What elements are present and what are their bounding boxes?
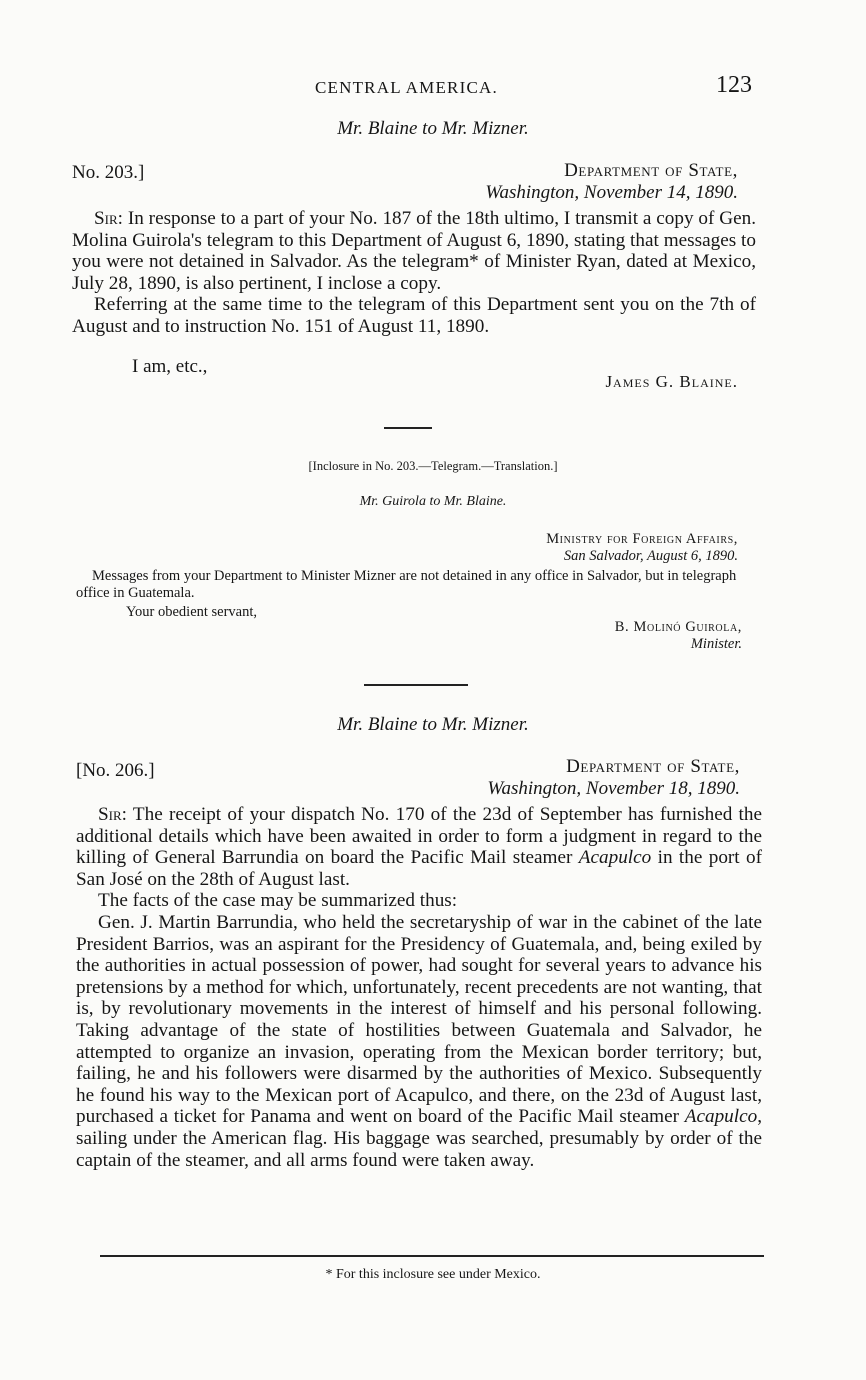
running-title: CENTRAL AMERICA. bbox=[315, 78, 498, 97]
letter2-paragraph-3-text-a: Gen. J. Martin Barrundia, who held the secretaryship of war in the cabinet of the late President Barrios, was an aspirant for the Presidency of Guatemala, and, being exiled by the authorities in actual possession of power, had sought for several years to advance his pretensions by a method for which, unfortunately, recent precedents are not wanting, that is, by revolutionary movements in the interest of himself and his personal following. Taking advantage of the state of hostilities between Guatemala and Salvador, he attempted to organize an invasion, operating from the Mexican border territory; but, failing, he and his followers were disarmed by the authorities of Mexico. Subsequently he found his way to the Mexican port of Acapulco, and there, on the 23d of August last, purchased a ticket for Panama and went on board of the Pacific Mail steamer bbox=[76, 911, 762, 1128]
letter2-paragraph-1-text-b: in the port of San José on the 28th of August last. bbox=[76, 847, 762, 890]
letter1-place-date: Washington, November 14, 1890. bbox=[485, 182, 738, 203]
letter1-paragraph-1-text: : In response to a part of your No. 187 of the 18th ultimo, I transmit a copy of Gen. Molina Guirola's telegram to this Department of August 6, 1890, stating that messages to you were not detained in Salvador. As the telegram* of Minister Ryan, dated at Mexico, July 28, 1890, is also pertinent, I inclose a copy. bbox=[72, 208, 756, 294]
letter2-paragraph-1-text-a: : The receipt of your dispatch No. 170 of the 23d of September has furnished the additional details which have been awaited in order to form a judgment in regard to the killing of General Barrundia on board the Pacific Mail steamer bbox=[76, 804, 762, 869]
inclosure-closing: Your obedient servant, bbox=[126, 604, 258, 620]
letter1-closing: I am, etc., bbox=[132, 356, 208, 377]
inclosure-body bbox=[76, 568, 760, 602]
letter2-number: [No. 206.] bbox=[76, 760, 155, 781]
page-number: 123 bbox=[716, 72, 752, 98]
letter2-paragraph-1 bbox=[76, 804, 762, 890]
letter2-ship-name-2: Acapulco bbox=[684, 1106, 758, 1128]
letter2-paragraph-3-text-b: , sailing under the American flag. His baggage was searched, presumably by order of the captain of the steamer, and all arms found were taken away. bbox=[76, 1106, 762, 1171]
inclosure-place-date: San Salvador, August 6, 1890. bbox=[563, 548, 738, 564]
footnote-rule bbox=[100, 1255, 764, 1257]
letter2-salutation: Sir bbox=[98, 804, 122, 825]
letter1-salutation: Sir bbox=[94, 208, 118, 229]
letter1-number: No. 203.] bbox=[72, 162, 145, 183]
letter2-paragraph-2: The facts of the case may be summarized thus: bbox=[98, 890, 458, 912]
letter2-dept: Department of State, bbox=[566, 756, 740, 777]
running-head bbox=[0, 74, 866, 104]
inclosure-signer-title: Minister. bbox=[690, 636, 742, 652]
letter2-place-date: Washington, November 18, 1890. bbox=[487, 778, 740, 799]
letter2-heading: Mr. Blaine to Mr. Mizner. bbox=[337, 714, 529, 735]
letter1-paragraph-1 bbox=[72, 208, 756, 294]
section-divider-2 bbox=[364, 684, 468, 686]
letter1-dept: Department of State, bbox=[564, 160, 738, 181]
inclosure-signer: B. Molinó Guirola, bbox=[614, 619, 742, 635]
letter1-heading: Mr. Blaine to Mr. Mizner. bbox=[337, 118, 529, 139]
letter1-dateline bbox=[485, 160, 738, 204]
letter1-paragraph-2: Referring at the same time to the telegram of this Department sent you on the 7th of August and to instruction No. 151 of August 11, 1890. bbox=[72, 294, 756, 337]
letter1-body bbox=[72, 208, 756, 338]
section-divider-1 bbox=[384, 427, 432, 429]
inclosure-paragraph: Messages from your Department to Minister Mizner are not detained in any office in Salvador, but in telegraph office in Guatemala. bbox=[76, 568, 737, 601]
inclosure-signature bbox=[615, 619, 742, 653]
letter2-dateline bbox=[487, 756, 740, 800]
inclosure-ministry: Ministry for Foreign Affairs, bbox=[546, 531, 738, 547]
letter2-paragraph-3 bbox=[76, 912, 762, 1171]
inclosure-dateline bbox=[546, 531, 738, 565]
footnote: * For this inclosure see under Mexico. bbox=[325, 1267, 541, 1282]
letter1-signature: James G. Blaine. bbox=[605, 372, 738, 391]
inclosure-note: [Inclosure in No. 203.—Telegram.—Translation.] bbox=[308, 459, 558, 473]
letter2-body bbox=[76, 804, 762, 1171]
inclosure-heading: Mr. Guirola to Mr. Blaine. bbox=[359, 494, 507, 509]
letter2-ship-name-1: Acapulco bbox=[578, 847, 652, 869]
